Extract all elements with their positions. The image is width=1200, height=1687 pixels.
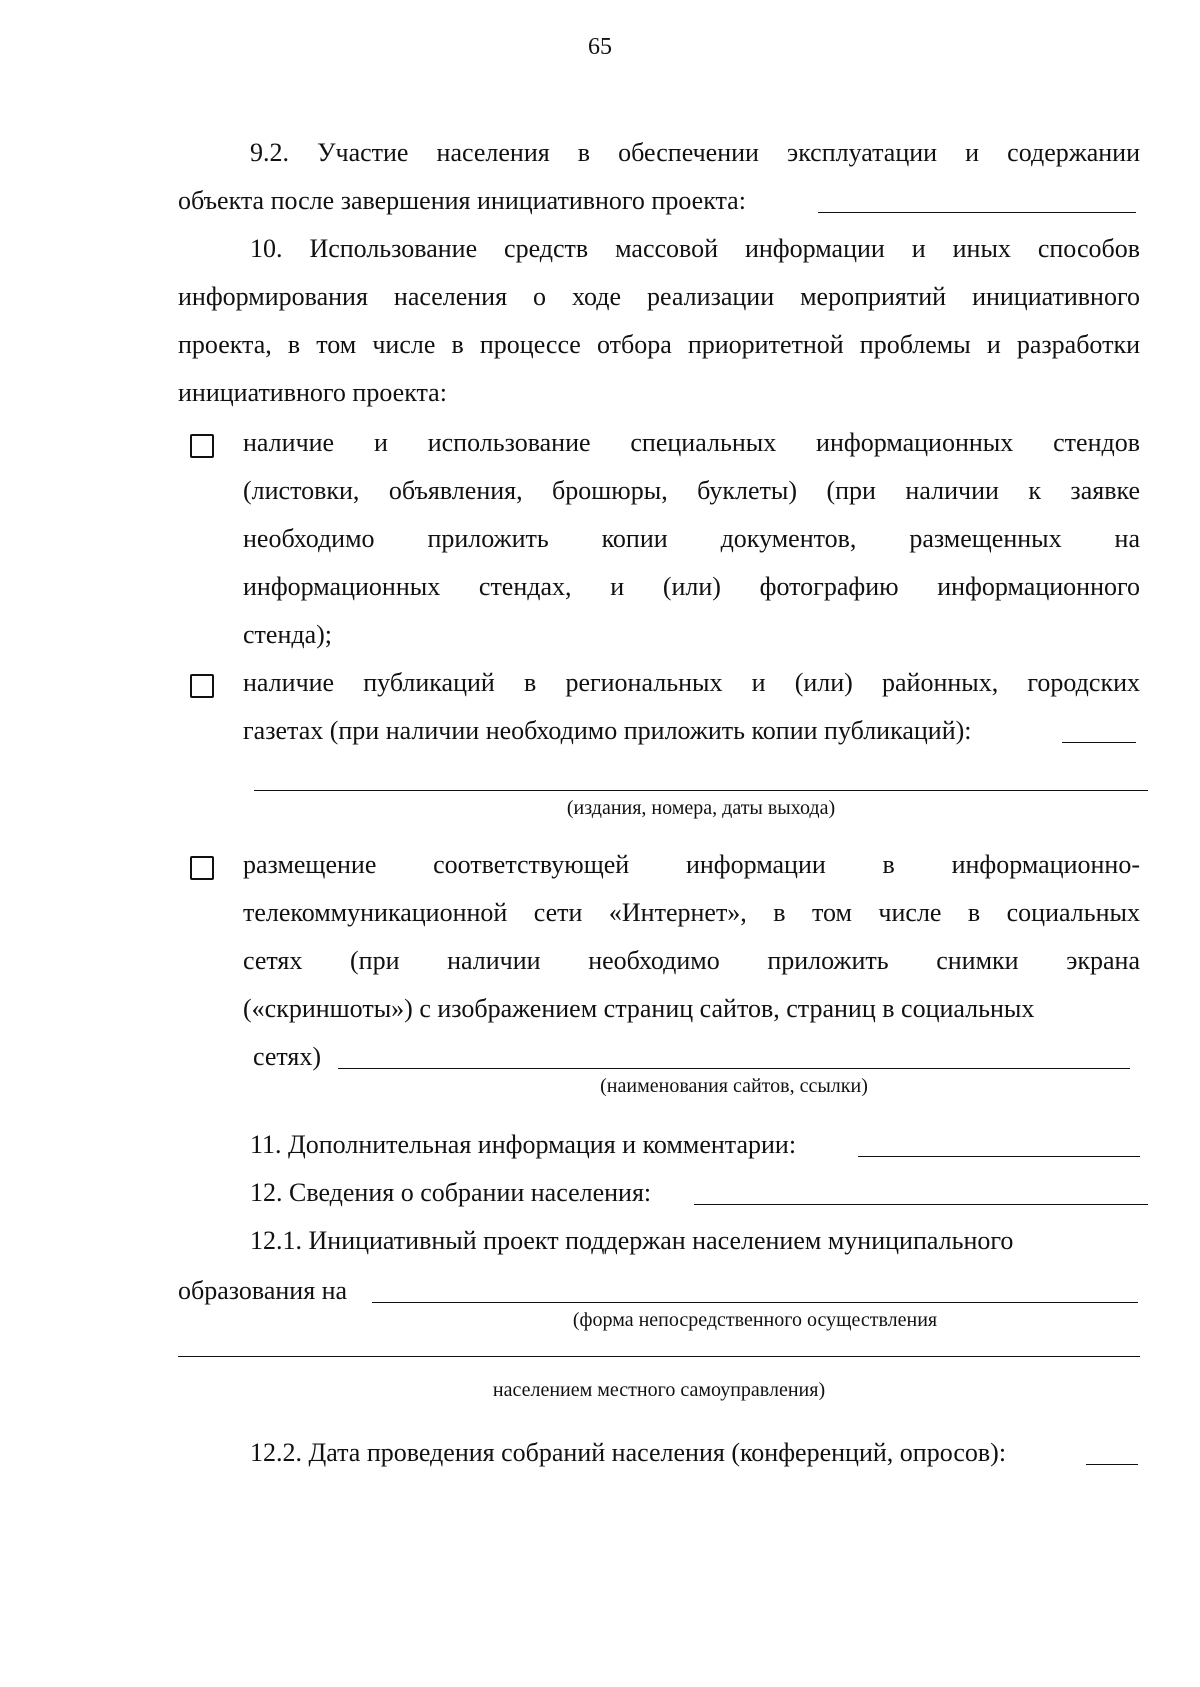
option-3-line-3: сетях (при наличии необходимо приложить снимки экрана — [243, 946, 1140, 975]
section-12-2-label: 12.2. Дата проведения собраний населения (конференций, опросов): — [250, 1438, 1007, 1467]
section-9-2-line-1: 9.2. Участие населения в обеспечении эксплуатации и содержании — [250, 138, 1140, 167]
section-11-fill-line[interactable] — [858, 1156, 1140, 1157]
section-12-1-caption-2: населением местного самоуправления) — [492, 1379, 826, 1401]
section-12-1-caption-1: (форма непосредственного осуществления — [572, 1309, 938, 1331]
option-3-fill-line[interactable] — [338, 1068, 1130, 1069]
option-1-checkbox[interactable] — [190, 434, 214, 458]
section-9-2-fill-line[interactable] — [818, 212, 1136, 213]
option-2-fill-line[interactable] — [254, 790, 1148, 791]
option-1-line-4: информационных стендах, и (или) фотографию информационного — [243, 572, 1140, 601]
option-3-line-2: телекоммуникационной сети «Интернет», в том числе в социальных — [243, 898, 1140, 927]
section-10-line-4: инициативного проекта: — [178, 378, 447, 407]
option-1-line-1: наличие и использование специальных информационных стендов — [243, 428, 1140, 457]
option-2-checkbox[interactable] — [190, 674, 214, 698]
option-3-line-4: («скриншоты») с изображением страниц сайтов, страниц в социальных — [243, 994, 1035, 1023]
option-2-caption: (издания, номера, даты выхода) — [566, 797, 836, 819]
section-12-1-fill-line[interactable] — [372, 1302, 1138, 1303]
section-9-2-line-2: объекта после завершения инициативного проекта: — [178, 186, 746, 215]
option-2-line-1: наличие публикаций в региональных и (или) районных, городских — [243, 668, 1140, 697]
option-3-checkbox[interactable] — [190, 856, 214, 880]
option-2-fill-line-short[interactable] — [1062, 742, 1136, 743]
section-10-line-2: информирования населения о ходе реализации мероприятий инициативного — [178, 282, 1140, 311]
page-number: 65 — [588, 34, 612, 60]
section-12-label: 12. Сведения о собрании населения: — [250, 1178, 652, 1207]
option-2-line-2: газетах (при наличии необходимо приложить копии публикаций): — [243, 716, 972, 745]
section-12-1-fill-line-2[interactable] — [178, 1356, 1140, 1357]
section-10-line-1: 10. Использование средств массовой информации и иных способов — [250, 234, 1140, 263]
section-11-label: 11. Дополнительная информация и комментарии: — [250, 1130, 797, 1159]
section-12-fill-line[interactable] — [694, 1204, 1148, 1205]
option-1-line-2: (листовки, объявления, брошюры, буклеты) (при наличии к заявке — [243, 476, 1140, 505]
option-1-line-5: стенда); — [243, 620, 333, 649]
option-3-caption: (наименования сайтов, ссылки) — [600, 1075, 868, 1097]
section-10-line-3: проекта, в том числе в процессе отбора приоритетной проблемы и разработки — [178, 330, 1140, 359]
section-12-2-fill-line[interactable] — [1086, 1464, 1138, 1465]
option-1-line-3: необходимо приложить копии документов, размещенных на — [243, 524, 1140, 553]
option-3-line-5: сетях) — [253, 1042, 322, 1071]
section-12-1-line-1: 12.1. Инициативный проект поддержан населением муниципального — [250, 1226, 1014, 1255]
section-12-1-line-2: образования на — [178, 1276, 348, 1305]
option-3-line-1: размещение соответствующей информации в информационно- — [243, 850, 1140, 879]
